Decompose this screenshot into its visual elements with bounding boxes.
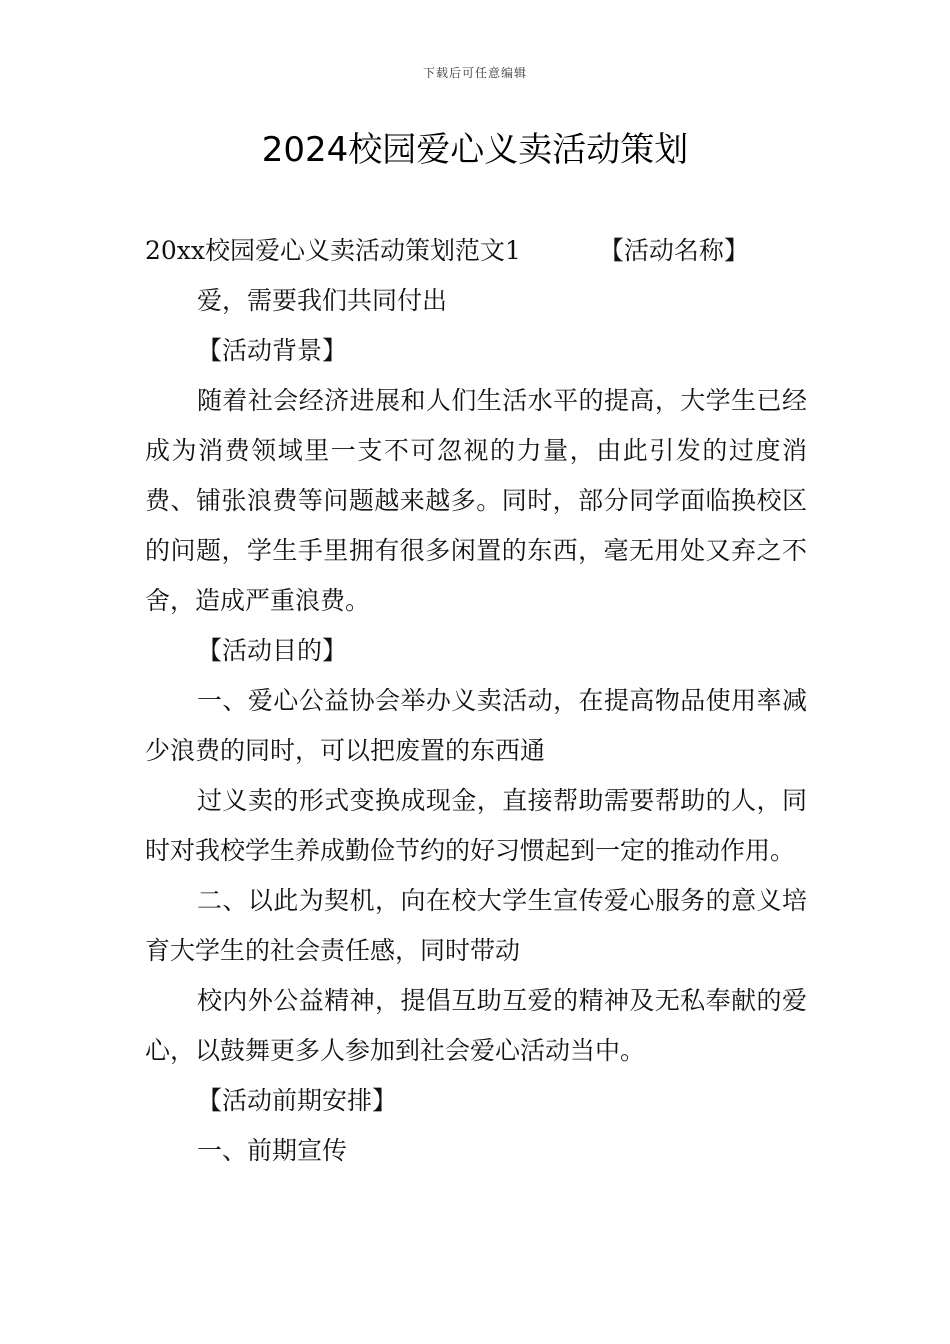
activity-name-text: 爱，需要我们共同付出 [197,286,448,315]
heading-arrangement: 【活动前期安排】 [197,1086,398,1115]
purpose-paragraph-2a: 二、以此为契机，向在校大学生宣传爱心服务的意义培育大学生的社会责任感，同时带动 [145,886,807,965]
heading-activity-name: 【活动名称】 [598,236,749,265]
intro-text: 20xx校园爱心义卖活动策划范文1 [145,236,521,265]
background-paragraph: 随着社会经济进展和人们生活水平的提高，大学生已经成为消费领域里一支不可忽视的力量，由此引发的过度消费、铺张浪费等问题越来越多。同时，部分同学面临换校区的问题，学生手里拥有很多闲置的东西，毫无用处又弃之不舍，造成严重浪费。 [145,386,807,615]
document-title: 2024校园爱心义卖活动策划 [261,130,689,170]
intro-line [145,226,807,276]
purpose-paragraph-1b: 过义卖的形式变换成现金，直接帮助需要帮助的人，同时对我校学生养成勤俭节约的好习惯起到一定的推动作用。 [145,786,807,865]
header-note: 下载后可任意编辑 [422,66,527,80]
purpose-paragraph-2b: 校内外公益精神，提倡互助互爱的精神及无私奉献的爱心，以鼓舞更多人参加到社会爱心活动当中。 [145,986,807,1065]
heading-background: 【活动背景】 [197,336,348,365]
purpose-paragraph-1a: 一、爱心公益协会举办义卖活动，在提高物品使用率减少浪费的同时，可以把废置的东西通 [145,686,807,765]
heading-purpose: 【活动目的】 [197,636,348,665]
document-body [145,226,807,1176]
arrangement-item-1: 一、前期宣传 [197,1136,348,1165]
